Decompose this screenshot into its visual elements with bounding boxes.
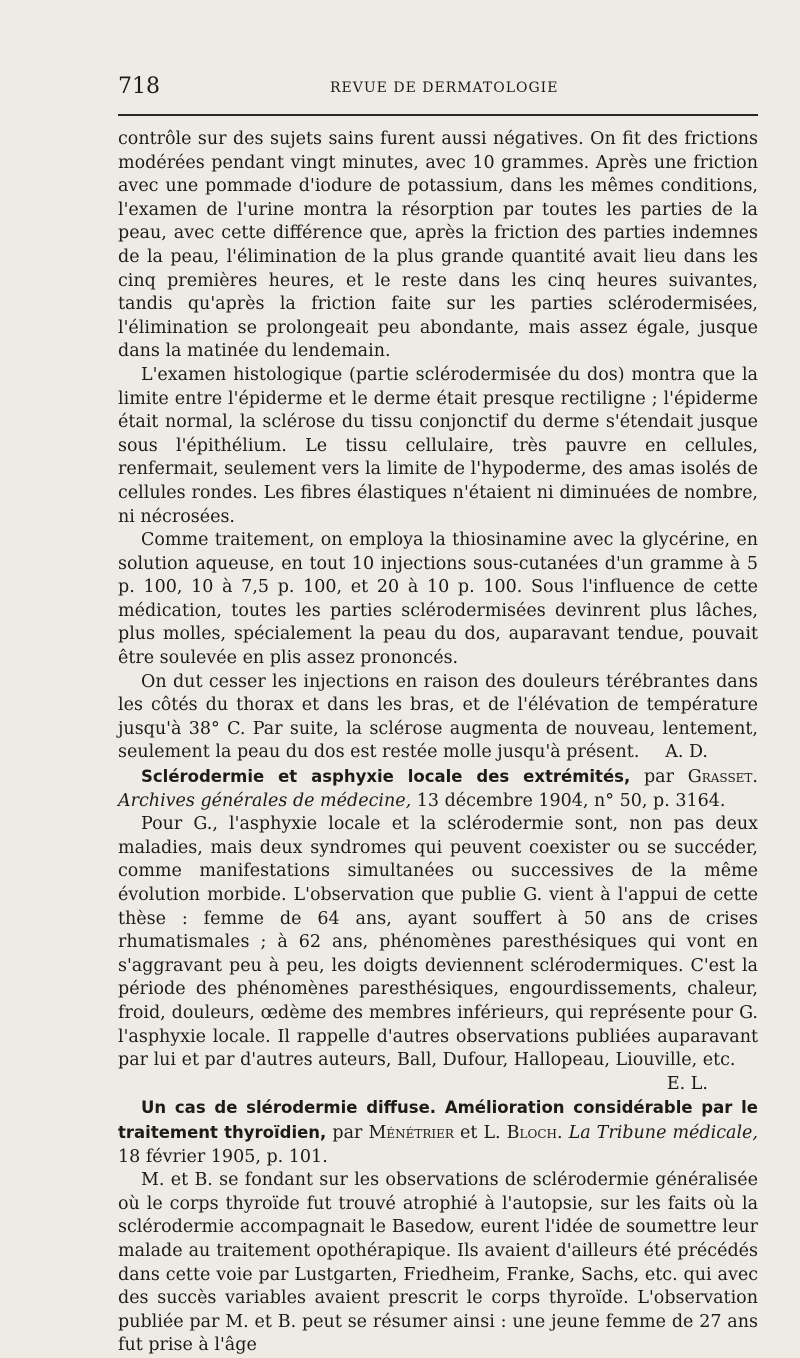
article-heading-menetrier bbox=[118, 1096, 758, 1169]
running-title: REVUE DE DERMATOLOGIE bbox=[330, 80, 559, 96]
page-header bbox=[118, 74, 758, 104]
page-number: 718 bbox=[118, 74, 160, 99]
article-author-menetrier: Ménétrier bbox=[368, 1122, 454, 1143]
article-title-grasset: Sclérodermie et asphyxie locale des extrémités, bbox=[141, 767, 631, 787]
article-body-grasset-text: Pour G., l'asphyxie locale et la sclérodermie sont, non pas deux maladies, mais deux syndromes qui peuvent coexister ou se succéder, comme manifestations simultanées ou successives de la même évolution morbide. L'observation que publie G. vient à l'appui de cette thèse : femme de 64 ans, ayant souffert à 50 ans de crises rhumatismales ; à 62 ans, phénomènes paresthésiques qui vont en s'aggravant peu à peu, les doigts deviennent sclérodermiques. C'est la période des phénomènes paresthésiques, engourdissements, chaleur, froid, douleurs, œdème des membres inférieurs, qui représente pour G. l'asphyxie locale. Il rappelle d'autres observations publiées auparavant par lui et par d'autres auteurs, Ball, Dufour, Hallopeau, Liouville, etc. bbox=[118, 814, 758, 1071]
article-author-bloch: L. Bloch. bbox=[483, 1122, 563, 1143]
article-by-menetrier: par bbox=[332, 1122, 363, 1143]
article-body-menetrier: M. et B. se fondant sur les observations de sclérodermie généralisée où le corps thyroïde fut trouvé atrophié à l'autopsie, sur les faits où la sclérodermie accompagnait le Basedow, eurent l'idée de soumettre leur malade au traitement opothérapique. Ils avaient d'ailleurs été précédés dans cette voie par Lustgarten, Friedheim, Franke, Sachs, etc. qui avec des succès variables avaient prescrit le corps thyroïde. L'observation publiée par M. et B. peut se résumer ainsi : une jeune femme de 27 ans fut prise à l'âge bbox=[118, 1170, 758, 1356]
article-heading-grasset bbox=[118, 765, 758, 813]
page-body bbox=[118, 128, 758, 1358]
article-body-grasset bbox=[118, 813, 758, 1094]
article-journal-grasset: Archives générales de médecine, bbox=[118, 790, 412, 811]
signature-el: E. L. bbox=[666, 1073, 708, 1094]
paragraph-treatment: Comme traitement, on employa la thiosinamine avec la glycérine, en solution aqueuse, en tout 10 injections sous-cutanées d'un gramme à 5 p. 100, 10 à 7,5 p. 100, et 20 à 10 p. 100. Sous l'influence de cette médication, toutes les parties sclérodermisées devinrent plus lâches, plus molles, spécialement la peau du dos, auparavant tendue, pouvait être soulevée en plis assez prononcés. bbox=[118, 530, 758, 669]
paragraph-outcome-text: On dut cesser les injections en raison des douleurs térébrantes dans les côtés du thorax et dans les bras, et de l'élévation de température jusqu'à 38° C. Par suite, la sclérose augmenta de nouveau, lentement, seulement la peau du dos est restée molle jusqu'à présent. bbox=[118, 671, 758, 763]
header-rule bbox=[118, 114, 758, 116]
article-citation-grasset: 13 décembre 1904, n° 50, p. 3164. bbox=[416, 790, 726, 811]
article-and-menetrier: et bbox=[460, 1122, 478, 1143]
paragraph-histology: L'examen histologique (partie sclérodermisée du dos) montra que la limite entre l'épiderme et le derme était presque rectiligne ; l'épiderme était normal, la sclérose du tissu conjonctif du derme s'étendait jusque sous l'épithélium. Le tissu cellulaire, très pauvre en cellules, renfermait, seulement vers la limite de l'hypoderme, des amas isolés de cellules rondes. Les fibres élastiques n'étaient ni diminuées de nombre, ni nécrosées. bbox=[118, 364, 758, 527]
paragraph-continuation: contrôle sur des sujets sains furent aussi négatives. On fit des frictions modérées pendant vingt minutes, avec 10 grammes. Après une friction avec une pommade d'iodure de potassium, dans les mêmes conditions, l'examen de l'urine montra la résorption par toutes les parties de la peau, avec cette différence que, après la friction des parties indemnes de la peau, l'élimination de la plus grande quantité avait lieu dans les cinq premières heures, et le reste dans les cinq heures suivantes, tandis qu'après la friction faite sur les parties sclérodermisées, l'élimination se prolongeait peu abondante, mais assez égale, jusque dans la matinée du lendemain. bbox=[118, 129, 758, 362]
article-title-menetrier: Un cas de slérodermie diffuse. Amélioration considérable par le traitement thyroïdien, bbox=[118, 1098, 758, 1142]
signature-ad: A. D. bbox=[665, 742, 708, 763]
paragraph-outcome bbox=[118, 671, 758, 765]
article-citation-menetrier: 18 février 1905, p. 101. bbox=[118, 1146, 328, 1167]
article-author-grasset: Grasset. bbox=[687, 767, 758, 788]
article-by-grasset: par bbox=[643, 767, 674, 788]
article-journal-menetrier: La Tribune médicale, bbox=[568, 1122, 758, 1143]
